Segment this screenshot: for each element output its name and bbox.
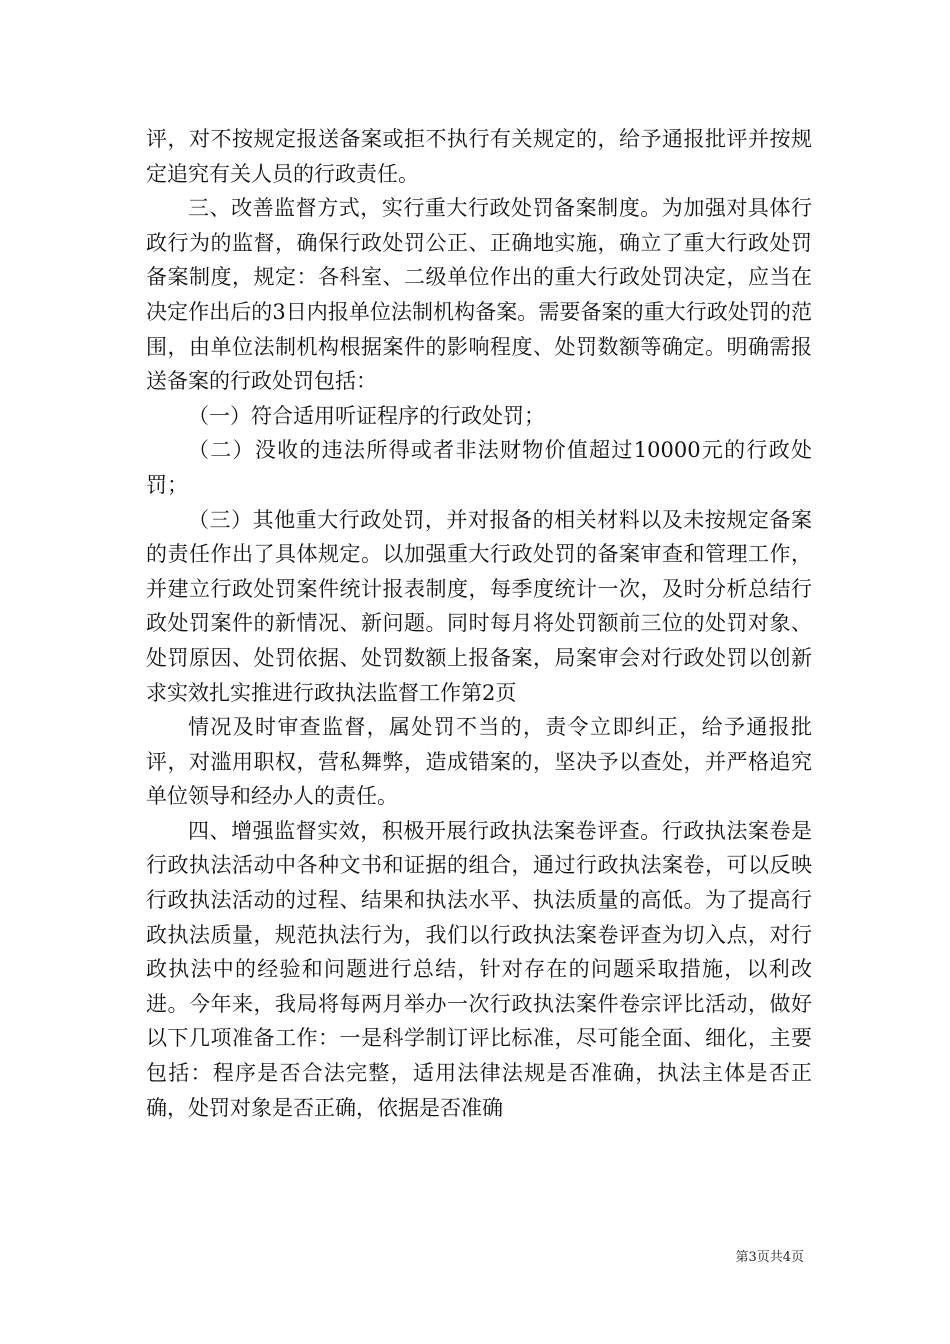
paragraph-3: （一）符合适用听证程序的行政处罚； (188, 403, 545, 428)
paragraph-4: （二）没收的违法所得或者非法财物价值超过10000元的行政处罚； (146, 438, 812, 497)
paragraph-1: 评，对不按规定报送备案或拒不执行有关规定的，给予通报批评并按规定追究有关人员的行政责任。 (146, 127, 812, 186)
document-body (146, 122, 812, 1125)
paragraph-2: 三、改善监督方式，实行重大行政处罚备案制度。为加强对具体行政行为的监督，确保行政处罚公正、正确地实施，确立了重大行政处罚备案制度，规定：各科室、二级单位作出的重大行政处罚决定，应当在决定作出后的3日内报单位法制机构备案。需要备案的重大行政处罚的范围，由单位法制机构根据案件的影响程度、处罚数额等确定。明确需报送备案的行政处罚包括： (146, 196, 812, 394)
paragraph-7: 四、增强监督实效，积极开展行政执法案卷评查。行政执法案卷是行政执法活动中各种文书和证据的组合，通过行政执法案卷，可以反映行政执法活动的过程、结果和执法水平、执法质量的高低。为了提高行政执法质量，规范执法行为，我们以行政执法案卷评查为切入点，对行政执法中的经验和问题进行总结，针对存在的问题采取措施，以利改进。今年来，我局将每两月举办一次行政执法案件卷宗评比活动，做好以下几项准备工作：一是科学制订评比标准，尽可能全面、细化，主要包括：程序是否合法完整，适用法律法规是否准确，执法主体是否正确，处罚对象是否正确，依据是否准确 (146, 818, 812, 1120)
paragraph-5: （三）其他重大行政处罚，并对报备的相关材料以及未按规定备案的责任作出了具体规定。以加强重大行政处罚的备案审查和管理工作，并建立行政处罚案件统计报表制度，每季度统计一次，及时分析总结行政处罚案件的新情况、新问题。同时每月将处罚额前三位的处罚对象、处罚原因、处罚依据、处罚数额上报备案，局案审会对行政处罚以创新求实效扎实推进行政执法监督工作第2页 (146, 507, 812, 705)
page-number-footer: 第3页共4页 (735, 1250, 804, 1265)
paragraph-6: 情况及时审查监督，属处罚不当的，责令立即纠正，给予通报批评，对滥用职权，营私舞弊，造成错案的，坚决予以查处，并严格追究单位领导和经办人的责任。 (146, 715, 812, 809)
